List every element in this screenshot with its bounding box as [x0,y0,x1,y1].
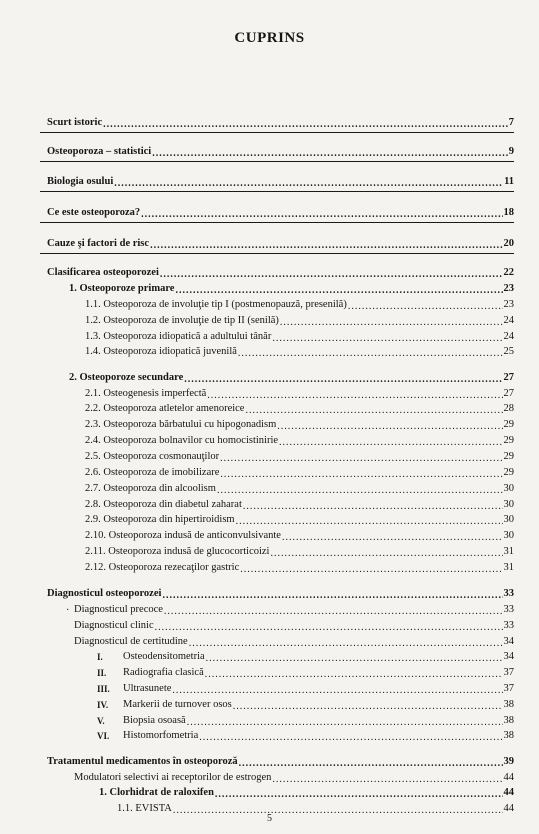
toc-entry-title: 1.1. EVISTA [117,803,172,814]
toc-entry-page: 30 [503,514,514,525]
toc-entry-page: 37 [503,683,514,694]
toc-entry-title: Modulatori selectivi ai receptorilor de estrogen [74,772,272,783]
toc-entry-numeral: III. [97,684,110,694]
dot-leader [150,237,502,251]
toc-entry[interactable] [85,513,514,527]
toc-entry-page: 27 [503,372,514,383]
toc-entry[interactable] [47,116,514,130]
toc-entry[interactable] [85,298,514,312]
toc-entry-title: 2.11. Osteoporoza indusă de glucocorticoizi [85,546,270,557]
toc-entry-numeral: I. [97,652,103,662]
toc-entry[interactable] [85,498,514,512]
toc-entry[interactable] [47,587,514,601]
toc-entry[interactable] [97,682,514,696]
toc-entry-title: Diagnosticul de certitudine [74,636,188,647]
toc-entry[interactable] [47,266,514,280]
toc-entry-page: 23 [503,299,514,310]
toc-entry-title: 2.10. Osteoporoza indusă de anticonvulsivante [85,530,281,541]
toc-entry-title: 2.2. Osteoporoza atletelor amenoreice [85,403,245,414]
toc-entry-page: 34 [503,651,514,662]
toc-entry[interactable] [85,314,514,328]
toc-entry[interactable] [74,635,514,649]
toc-entry-title: 2.7. Osteoporoza din alcoolism [85,483,216,494]
toc-entry[interactable] [47,755,514,769]
toc-entry[interactable] [47,206,514,220]
page-number: 5 [267,813,272,824]
toc-entry-title: 1.4. Osteoporoza idiopatică juvenilă [85,346,237,357]
stray-mark: · [66,605,70,616]
toc-entry[interactable] [97,698,514,712]
toc-entry-page: 38 [503,715,514,726]
dot-leader [103,116,508,130]
toc-entry[interactable] [85,450,514,464]
toc-entry-page: 30 [503,483,514,494]
toc-entry-title: 2.6. Osteoporoza de imobilizare [85,467,220,478]
toc-entry-title: Diagnosticul osteoporozei [47,588,162,599]
toc-entry-page: 31 [503,562,514,573]
dot-leader [155,619,503,633]
toc-entry[interactable] [74,771,514,785]
dot-leader [272,771,502,785]
dot-leader [206,650,503,664]
toc-entry[interactable] [85,482,514,496]
toc-entry-title: Ultrasunete [123,683,172,694]
toc-entry-title: Radiografia clasică [123,667,204,678]
toc-entry-page: 44 [503,787,514,798]
toc-entry[interactable] [85,418,514,432]
toc-entry[interactable] [69,371,514,385]
toc-entry[interactable] [47,145,514,159]
toc-entry-page: 33 [503,588,514,599]
dot-leader [152,145,508,159]
toc-entry-page: 9 [508,146,514,157]
toc-entry-page: 22 [503,267,514,278]
toc-entry-title: Osteoporoza – statistici [47,146,152,157]
toc-entry-title: 2.8. Osteoporoza din diabetul zaharat [85,499,242,510]
toc-entry-page: 38 [503,730,514,741]
dot-leader [239,755,503,769]
toc-entry[interactable] [97,666,514,680]
toc-entry-page: 7 [508,117,514,128]
toc-entry-page: 27 [503,388,514,399]
dot-leader [184,371,502,385]
toc-entry-page: 28 [503,403,514,414]
toc-entry-page: 33 [503,604,514,615]
dot-leader [215,786,503,800]
toc-entry-page: 33 [503,620,514,631]
toc-entry-page: 30 [503,530,514,541]
toc-entry-numeral: II. [97,668,107,678]
toc-entry-title: Scurt istoric [47,117,103,128]
toc-entry-title: 2.5. Osteoporoza cosmonauţilor [85,451,220,462]
dot-leader [245,402,502,416]
toc-entry[interactable] [85,561,514,575]
toc-entry[interactable] [69,282,514,296]
toc-entry-title: Ce este osteoporoza? [47,207,141,218]
toc-entry-page: 44 [503,803,514,814]
toc-entry-title: Markerii de turnover osos [123,699,232,710]
toc-entry[interactable] [97,650,514,664]
toc-entry[interactable] [97,714,514,728]
toc-entry-page: 11 [504,176,514,187]
toc-entry-title: 2. Osteoporoze secundare [69,372,184,383]
toc-entry[interactable] [74,603,514,617]
toc-entry-page: 29 [503,419,514,430]
toc-entry[interactable] [97,729,514,743]
dot-leader [270,545,502,559]
section-divider [40,253,514,254]
toc-entry-page: 31 [503,546,514,557]
toc-entry-page: 18 [503,207,514,218]
page-title: CUPRINS [234,30,305,46]
toc-entry-title: Diagnosticul precoce [74,604,163,615]
dot-leader [282,529,503,543]
toc-entry-title: Cauze şi factori de risc [47,238,150,249]
section-divider [40,222,514,223]
section-divider [40,191,514,192]
toc-entry-page: 38 [503,699,514,710]
toc-entry[interactable] [85,466,514,480]
dot-leader [160,266,503,280]
dot-leader [187,714,503,728]
dot-leader [141,206,502,220]
dot-leader [348,298,503,312]
dot-leader [199,729,502,743]
dot-leader [175,282,502,296]
toc-entry-title: Histomorfometria [123,730,199,741]
dot-leader [217,482,503,496]
toc-entry-title: 2.1. Osteogenesis imperfectă [85,388,207,399]
dot-leader [172,682,502,696]
section-divider [40,161,514,162]
toc-entry-page: 39 [503,756,514,767]
section-divider [40,132,514,133]
toc-entry[interactable] [99,786,514,800]
toc-entry[interactable] [85,387,514,401]
dot-leader [277,418,502,432]
dot-leader [220,450,502,464]
toc-entry-page: 29 [503,435,514,446]
toc-entry-title: 1.3. Osteoporoza idiopatică a adultului tânăr [85,331,272,342]
toc-entry-page: 29 [503,451,514,462]
dot-leader [272,330,502,344]
toc-entry-page: 30 [503,499,514,510]
toc-entry-title: Biologia osului [47,176,114,187]
toc-entry-page: 23 [503,283,514,294]
toc-entry-title: Osteodensitometria [123,651,205,662]
toc-entry-page: 20 [503,238,514,249]
toc-entry-numeral: V. [97,716,105,726]
toc-entry[interactable] [85,545,514,559]
toc-entry-title: Tratamentul medicamentos în osteoporoză [47,756,238,767]
toc-entry[interactable] [85,345,514,359]
toc-entry[interactable] [47,237,514,251]
dot-leader [205,666,503,680]
toc-entry-page: 44 [503,772,514,783]
toc-entry-title: 1.1. Osteoporoza de involuţie tip I (postmenopauză, presenilă) [85,299,347,310]
toc-entry-title: 2.12. Osteoporoza rezecaţilor gastric [85,562,240,573]
toc-entry-title: 2.9. Osteoporoza din hipertiroidism [85,514,235,525]
toc-entry-title: 1. Clorhidrat de raloxifen [99,787,214,798]
toc-entry-numeral: IV. [97,700,109,710]
toc-entry-title: 1. Osteoporoze primare [69,283,175,294]
dot-leader [280,314,503,328]
toc-entry-title: 2.4. Osteoporoza bolnavilor cu homocistinirie [85,435,279,446]
toc-entry-title: Biopsia osoasă [123,715,186,726]
toc-entry[interactable] [85,434,514,448]
toc-entry[interactable] [85,529,514,543]
toc-entry[interactable] [85,402,514,416]
toc-entry-title: 1.2. Osteoporoza de involuţie de tip II (senilă) [85,315,279,326]
toc-entry-page: 29 [503,467,514,478]
dot-leader [207,387,502,401]
toc-entry[interactable] [47,175,514,189]
toc-entry-title: 2.3. Osteoporoza bărbatului cu hipogonadism [85,419,277,430]
dot-leader [220,466,502,480]
toc-entry[interactable] [85,330,514,344]
dot-leader [189,635,503,649]
dot-leader [243,498,503,512]
dot-leader [236,513,503,527]
dot-leader [233,698,503,712]
dot-leader [162,587,502,601]
dot-leader [164,603,503,617]
toc-entry-page: 34 [503,636,514,647]
dot-leader [240,561,502,575]
toc-entry-title: Diagnosticul clinic [74,620,154,631]
toc-entry-page: 24 [503,315,514,326]
toc-entry-page: 25 [503,346,514,357]
dot-leader [114,175,503,189]
toc-entry[interactable] [74,619,514,633]
dot-leader [279,434,502,448]
dot-leader [238,345,503,359]
toc-entry-title: Clasificarea osteoporozei [47,267,159,278]
toc-entry-numeral: VI. [97,731,110,741]
toc-entry-page: 37 [503,667,514,678]
toc-entry-page: 24 [503,331,514,342]
